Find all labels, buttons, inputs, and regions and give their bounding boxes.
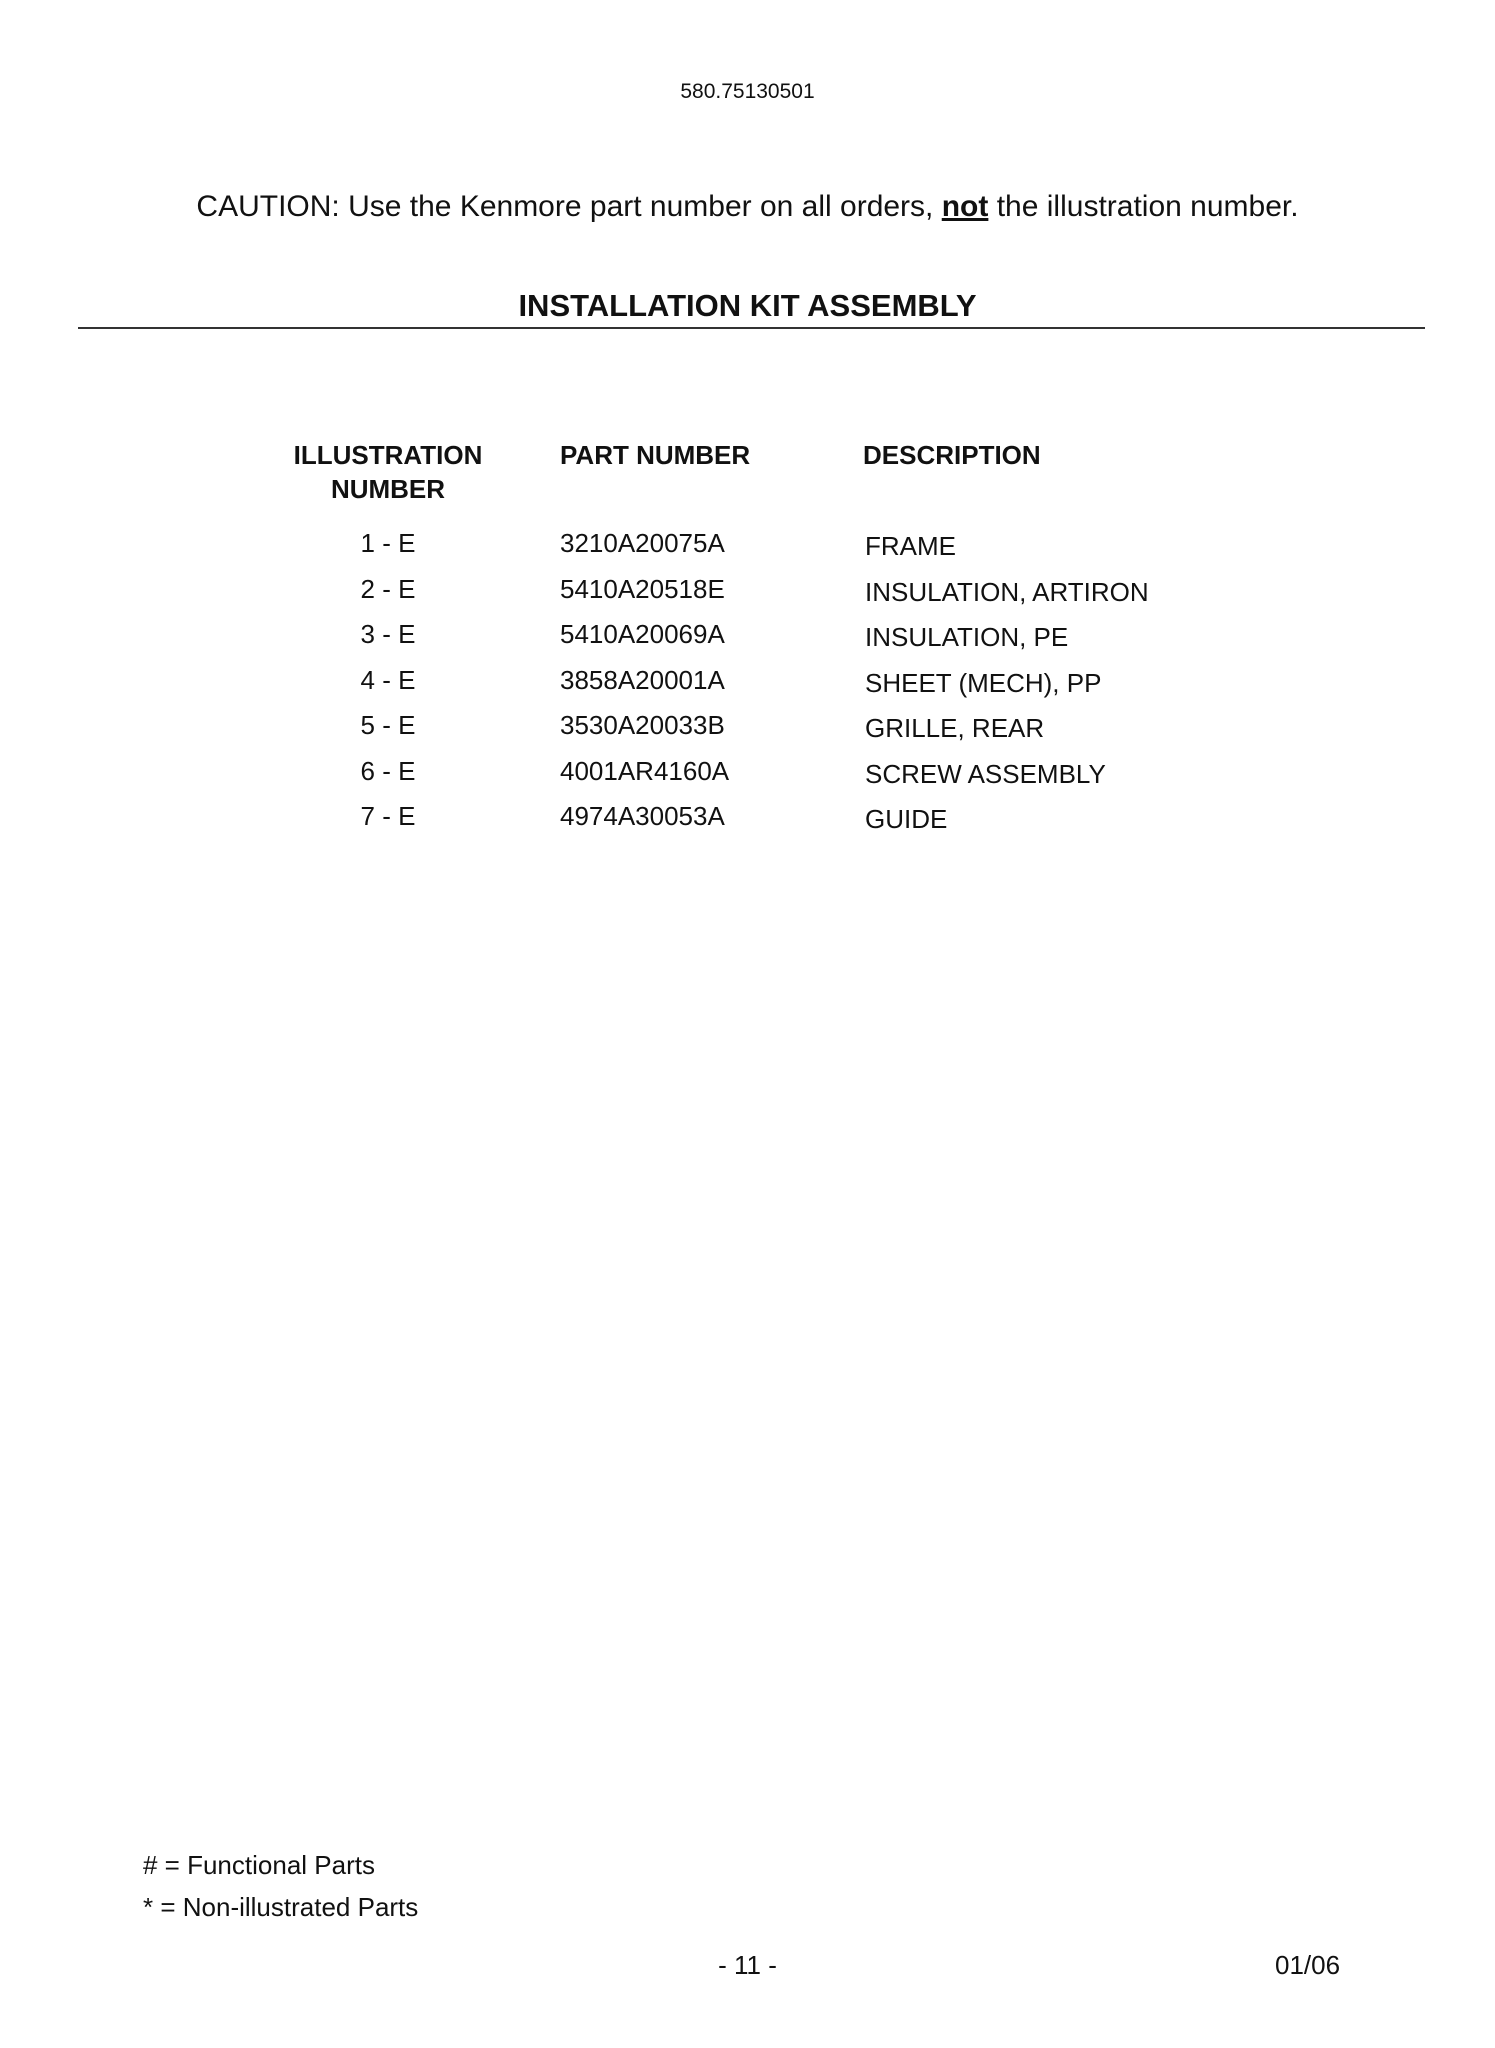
header-illustration-line2: NUMBER — [330, 474, 446, 504]
cell-description: SHEET (MECH), PP — [865, 667, 1102, 698]
cell-description: GRILLE, REAR — [865, 713, 1045, 743]
header-illustration-number — [268, 438, 508, 506]
section-title: INSTALLATION KIT ASSEMBLY — [518, 288, 977, 323]
table-row — [0, 710, 1495, 756]
header-part-number: PART NUMBER — [560, 440, 751, 470]
parts-table — [0, 528, 1495, 847]
cell-part-number: 4974A30053A — [560, 801, 725, 831]
cell-part-number: 4001AR4160A — [560, 755, 730, 786]
table-row — [0, 801, 1495, 847]
table-row — [0, 574, 1495, 620]
cell-part-number: 3210A20075A — [560, 528, 725, 558]
cell-description: INSULATION, ARTIRON — [865, 576, 1149, 607]
table-row — [0, 528, 1495, 574]
page-number: - 11 - — [718, 1950, 777, 1980]
caution-suffix: the illustration number. — [996, 190, 1299, 223]
cell-description: SCREW ASSEMBLY — [865, 758, 1106, 789]
title-divider — [78, 327, 1425, 329]
cell-illustration: 3 - E — [360, 619, 416, 649]
header-description: DESCRIPTION — [863, 440, 1041, 470]
cell-part-number: 5410A20069A — [560, 619, 725, 649]
caution-notice — [0, 190, 1495, 224]
cell-description: FRAME — [865, 531, 956, 561]
table-row — [0, 756, 1495, 802]
cell-part-number: 3858A20001A — [560, 664, 725, 695]
table-row — [0, 619, 1495, 665]
caution-emphasis: not — [941, 190, 989, 223]
table-row — [0, 665, 1495, 711]
cell-illustration: 5 - E — [360, 710, 416, 740]
revision-date: 01/06 — [1275, 1950, 1341, 1980]
cell-illustration: 1 - E — [360, 528, 416, 558]
header-illustration-line1: ILLUSTRATION — [293, 440, 483, 470]
cell-part-number: 3530A20033B — [560, 710, 725, 740]
cell-illustration: 6 - E — [360, 755, 416, 786]
cell-description: INSULATION, PE — [865, 622, 1069, 652]
cell-description: GUIDE — [865, 804, 948, 834]
legend-non-illustrated-parts: * = Non-illustrated Parts — [143, 1892, 419, 1922]
model-number: 580.75130501 — [680, 80, 815, 103]
legend-functional-parts: # = Functional Parts — [143, 1850, 375, 1880]
caution-prefix: CAUTION: Use the Kenmore part number on all orders, — [196, 190, 934, 223]
cell-part-number: 5410A20518E — [560, 573, 725, 604]
cell-illustration: 7 - E — [360, 801, 416, 831]
cell-illustration: 2 - E — [360, 573, 416, 604]
cell-illustration: 4 - E — [360, 664, 416, 695]
